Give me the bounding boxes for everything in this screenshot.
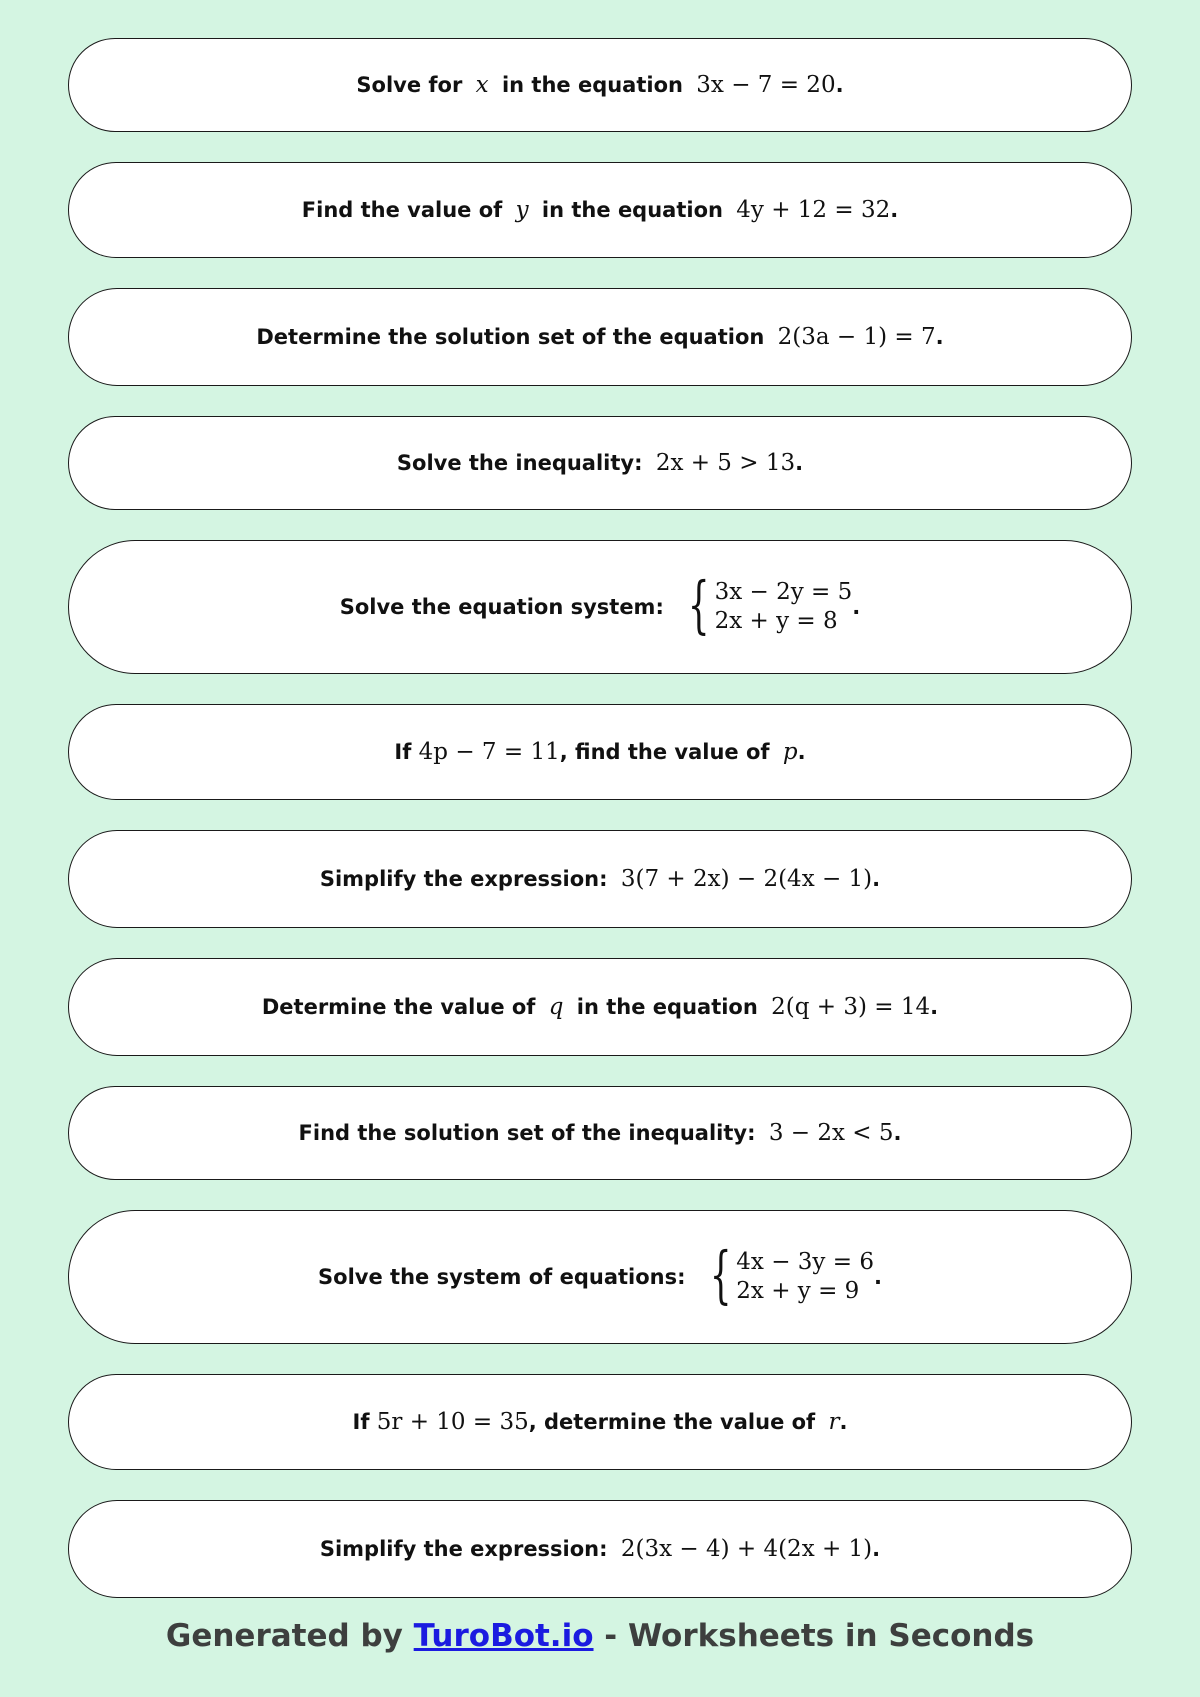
problem-card xyxy=(68,704,1132,800)
problem-math: 3(7 + 2x) − 2(4x − 1) xyxy=(620,866,873,892)
footer-suffix: - Worksheets in Seconds xyxy=(593,1618,1035,1654)
problem-variable: x xyxy=(475,72,489,98)
problem-card xyxy=(68,1086,1132,1180)
system-equation: 2x + y = 8 xyxy=(714,608,838,634)
problem-punct: . xyxy=(930,995,939,1019)
footer xyxy=(0,1618,1200,1654)
problem-punct: . xyxy=(873,1265,882,1289)
problem-text: If xyxy=(352,1410,377,1434)
problem-text: If xyxy=(394,740,419,764)
left-brace: { xyxy=(688,568,710,641)
problem-math xyxy=(783,739,798,765)
problem-punct: . xyxy=(872,867,881,891)
problem-text: in the equation xyxy=(534,198,731,222)
system-equation: 4x − 3y = 6 xyxy=(736,1249,874,1275)
problem-math: 2(q + 3) = 14 xyxy=(771,994,931,1020)
problem-punct: . xyxy=(839,1410,848,1434)
left-brace: { xyxy=(709,1238,732,1311)
problem-variable: p xyxy=(782,739,798,765)
problem-text: Solve the equation system: xyxy=(339,595,672,619)
problem-card xyxy=(68,162,1132,258)
problem-math: 4y + 12 = 32 xyxy=(736,197,891,223)
problem-math xyxy=(829,1409,840,1435)
problem-punct: . xyxy=(893,1121,902,1145)
system-lines xyxy=(736,1248,874,1306)
problem-text: , find the value of xyxy=(559,740,777,764)
problem-card xyxy=(68,416,1132,510)
problem-math: 4p − 7 = 11 xyxy=(418,739,560,765)
turobot-link[interactable]: TuroBot.io xyxy=(413,1618,594,1654)
problem-text: Solve for xyxy=(356,73,470,97)
problem-card xyxy=(68,540,1132,674)
problem-math: 2(3x − 4) + 4(2x + 1) xyxy=(620,1536,873,1562)
problem-text: in the equation xyxy=(494,73,691,97)
problem-math xyxy=(549,994,564,1020)
problem-text: Solve the system of equations: xyxy=(318,1265,693,1289)
problem-punct: . xyxy=(852,595,861,619)
problem-math: 3 − 2x < 5 xyxy=(768,1120,894,1146)
problem-text: , determine the value of xyxy=(528,1410,823,1434)
problem-text: Simplify the expression: xyxy=(319,1537,615,1561)
problem-card xyxy=(68,1500,1132,1598)
footer-prefix: Generated by xyxy=(165,1618,414,1654)
problem-text: Find the solution set of the inequality: xyxy=(298,1121,763,1145)
problem-variable: q xyxy=(548,994,564,1020)
equation-system xyxy=(679,568,853,641)
problem-text: Simplify the expression: xyxy=(319,867,615,891)
problem-text: Determine the value of xyxy=(261,995,543,1019)
problem-text: Find the value of xyxy=(301,198,510,222)
problem-punct: . xyxy=(890,198,899,222)
problem-text: in the equation xyxy=(569,995,766,1019)
problem-card xyxy=(68,1210,1132,1344)
system-equation: 2x + y = 9 xyxy=(736,1278,860,1304)
problem-text: Solve the inequality: xyxy=(396,451,650,475)
problem-math: 5r + 10 = 35 xyxy=(376,1409,529,1435)
problem-math xyxy=(476,72,489,98)
problem-punct: . xyxy=(935,325,944,349)
problem-math: 2(3a − 1) = 7 xyxy=(777,324,936,350)
problem-card xyxy=(68,288,1132,386)
problem-card xyxy=(68,830,1132,928)
problem-punct: . xyxy=(872,1537,881,1561)
problem-variable: y xyxy=(515,197,529,223)
problem-punct: . xyxy=(795,451,804,475)
problem-math xyxy=(516,197,529,223)
problem-punct: . xyxy=(835,73,844,97)
system-lines xyxy=(715,578,853,636)
problem-math: 2x + 5 > 13 xyxy=(655,450,796,476)
problem-card xyxy=(68,1374,1132,1470)
problem-card xyxy=(68,958,1132,1056)
equation-system xyxy=(701,1238,874,1311)
problem-text: Determine the solution set of the equation xyxy=(256,325,772,349)
problem-card xyxy=(68,38,1132,132)
system-equation: 3x − 2y = 5 xyxy=(714,579,853,605)
problem-math: 3x − 7 = 20 xyxy=(696,72,836,98)
problem-punct: . xyxy=(797,740,806,764)
problem-variable: r xyxy=(828,1409,840,1435)
